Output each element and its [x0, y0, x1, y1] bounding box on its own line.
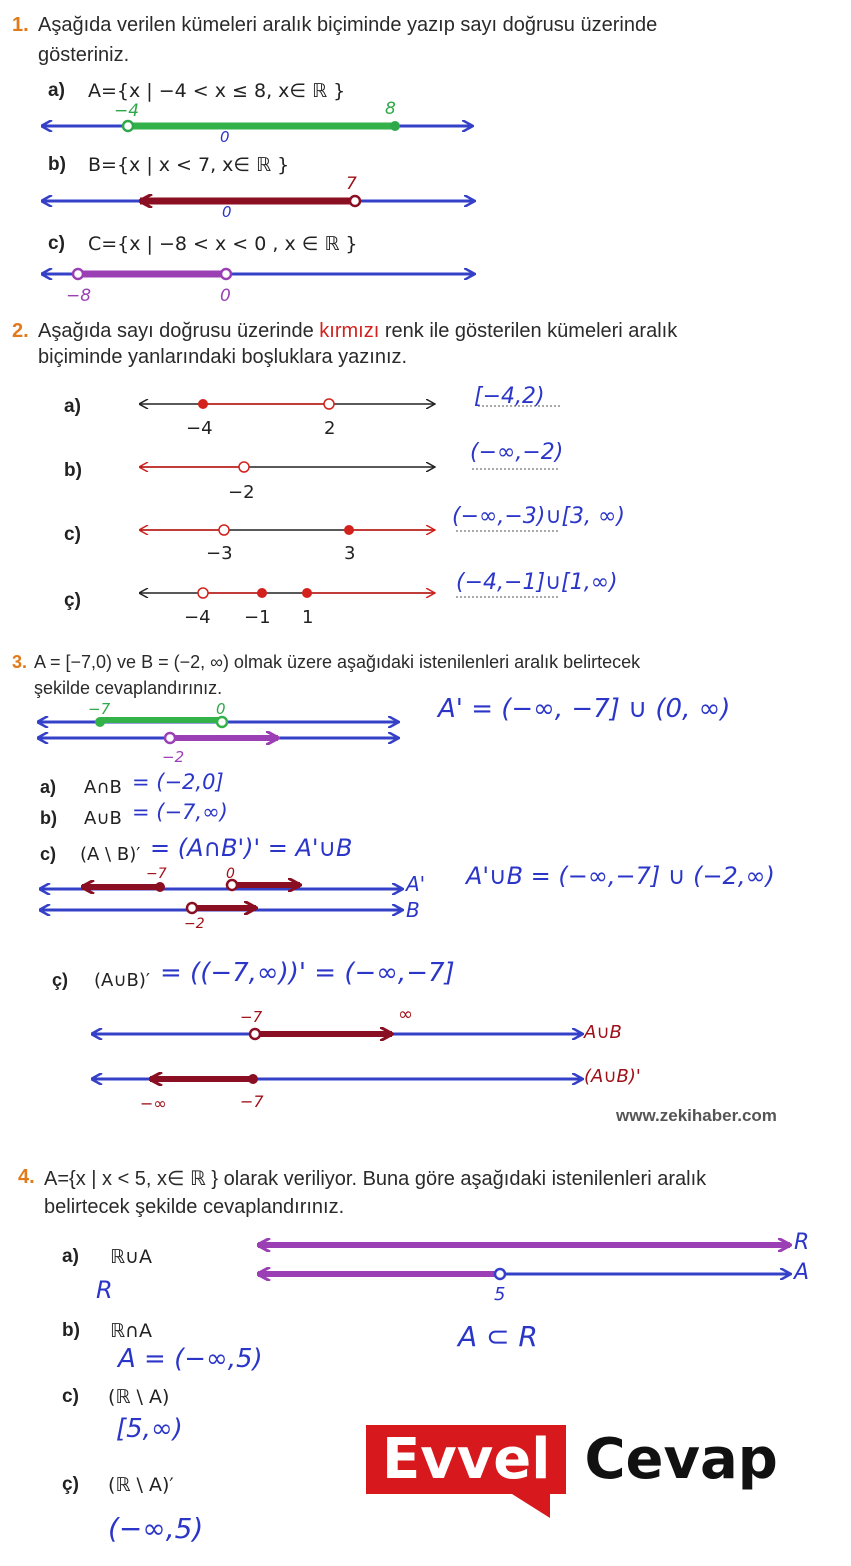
q2b-label: b)	[64, 460, 82, 481]
q1-text-line1: Aşağıda verilen kümeleri aralık biçiminde yazıp sayı doğrusu üzerinde	[38, 14, 658, 36]
q2-text-red-word: kırmızı	[319, 320, 380, 342]
q2cc-tick-3: 1	[302, 607, 314, 628]
q2-text-line1	[38, 320, 677, 343]
q3-text-line2: şekilde cevaplandırınız.	[34, 678, 223, 698]
q3b-label: b)	[40, 808, 57, 828]
q2-text-part1: Aşağıda sayı doğrusu üzerinde	[38, 320, 320, 342]
q3-diagram-mark-minus7: −7	[88, 700, 111, 718]
q4-line-label-r: R	[794, 1230, 810, 1255]
q2a-answer: [−4,2)	[474, 384, 545, 409]
q3cc-line-label-complement: (A∪B)'	[584, 1066, 641, 1087]
q1a-set: A={x | −4 < x ≤ 8, x∈ ℝ }	[88, 80, 346, 102]
q4cc-label: ç)	[62, 1474, 79, 1495]
q3cc-mark-neginf: −∞	[140, 1094, 167, 1113]
q1b-label: b)	[48, 154, 66, 175]
q4b-answer: A = (−∞,5)	[118, 1344, 263, 1374]
q4b-label: b)	[62, 1320, 80, 1341]
q3-number: 3.	[12, 652, 28, 672]
q3b-expr: A∪B	[84, 808, 122, 829]
q3cc-expr: (A∪B)′	[94, 970, 150, 991]
q3cc-line-label-union: A∪B	[584, 1022, 622, 1043]
q4-text-line1: A={x | x < 5, x∈ ℝ } olarak veriliyor. Buna göre aşağıdaki istenilenleri aralık	[44, 1168, 707, 1190]
q1-text-line2: gösteriniz.	[38, 44, 130, 66]
q2cc-tick-2: −1	[244, 607, 271, 628]
website-watermark: www.zekihaber.com	[616, 1106, 777, 1125]
q1b-mark-zero: 0	[222, 203, 232, 221]
q2a-tick-1: −4	[186, 418, 213, 439]
q4-text-line2: belirtecek şekilde cevaplandırınız.	[44, 1196, 345, 1218]
q4-number: 4.	[18, 1166, 35, 1188]
q3-text-line1: A = [−7,0) ve B = (−2, ∞) olmak üzere aşağıdaki istenilenleri aralık belirtecek	[34, 652, 641, 672]
q3cc-label: ç)	[52, 970, 69, 990]
logo-speech-tail	[512, 1494, 552, 1520]
q1b-mark-seven: 7	[346, 174, 357, 194]
q3-diagram-mark-minus2: −2	[162, 748, 185, 766]
q4-line-label-a: A	[794, 1260, 810, 1285]
q1c-set: C={x | −8 < x < 0 , x ∈ ℝ }	[88, 233, 358, 255]
q3c-line-label-acomp: A'	[406, 872, 426, 896]
q1c-mark-zero: 0	[220, 286, 231, 306]
q2-text-line2: biçiminde yanlarındaki boşluklara yazınız.	[38, 346, 408, 368]
q3c-mark-minus2: −2	[184, 916, 205, 932]
q3c-mark-zero: 0	[226, 866, 235, 882]
q3c-answer: = (A∩B')' = A'∪B	[150, 834, 353, 862]
q2c-tick-1: −3	[206, 543, 233, 564]
q4-subset-note: A ⊂ R	[458, 1320, 538, 1353]
q3-diagram-mark-zero: 0	[216, 700, 226, 718]
logo-box-text: Evvel	[366, 1425, 566, 1494]
q4cc-answer: (−∞,5)	[108, 1512, 204, 1545]
q3c-expr: (A \ B)′	[80, 844, 141, 865]
q3a-answer: = (−2,0]	[132, 770, 224, 794]
q4c-answer: [5,∞)	[116, 1414, 183, 1444]
q2c-label: c)	[64, 524, 81, 545]
q1a-label: a)	[48, 80, 65, 101]
q2cc-answer: (−4,−1]∪[1,∞)	[456, 570, 618, 595]
q3c-mark-minus7: −7	[146, 866, 167, 882]
q4a-label: a)	[62, 1246, 79, 1267]
q2b-answer: (−∞,−2)	[470, 440, 564, 465]
logo-text: Cevap	[584, 1426, 778, 1492]
q2a-tick-2: 2	[324, 418, 336, 439]
q1-number: 1.	[12, 14, 29, 36]
q4a-answer: R	[96, 1276, 113, 1304]
q4a-expr: ℝ∪A	[110, 1246, 152, 1268]
q2cc-tick-1: −4	[184, 607, 211, 628]
evvel-cevap-logo	[366, 1414, 778, 1504]
q3a-label: a)	[40, 777, 57, 797]
q4c-expr: (ℝ \ A)	[108, 1386, 170, 1408]
q3cc-mark-inf: ∞	[398, 1004, 413, 1025]
q3c-result: A'∪B = (−∞,−7] ∪ (−2,∞)	[466, 862, 775, 890]
q3cc-mark-minus7-top: −7	[240, 1008, 263, 1026]
q1b-set: B={x | x < 7, x∈ ℝ }	[88, 154, 290, 176]
q2-text-part2: renk ile gösterilen kümeleri aralık	[379, 320, 678, 342]
q2c-answer: (−∞,−3)∪[3, ∞)	[452, 504, 625, 529]
q3c-label: c)	[40, 844, 57, 864]
q3b-answer: = (−7,∞)	[132, 800, 228, 824]
q2cc-label: ç)	[64, 590, 81, 611]
q4-mark-five: 5	[494, 1284, 506, 1305]
q4c-label: c)	[62, 1386, 79, 1407]
q2b-tick-1: −2	[228, 482, 255, 503]
q1a-mark-right: 8	[385, 99, 396, 119]
q4b-expr: ℝ∩A	[110, 1320, 152, 1342]
q3a-expr: A∩B	[84, 777, 122, 798]
q2c-tick-2: 3	[344, 543, 356, 564]
q1a-mark-zero: 0	[220, 128, 230, 146]
q3-complement-answer: A' = (−∞, −7] ∪ (0, ∞)	[438, 694, 731, 724]
q3cc-answer: = ((−7,∞))' = (−∞,−7]	[160, 958, 455, 988]
q3c-line-label-b: B	[406, 898, 420, 922]
q2-number: 2.	[12, 320, 29, 342]
q4cc-expr: (ℝ \ A)′	[108, 1474, 174, 1496]
q3cc-mark-minus7-bottom: −7	[240, 1092, 264, 1111]
q1c-mark-left: −8	[66, 286, 92, 306]
q2a-label: a)	[64, 396, 81, 417]
q1a-mark-left: −4	[114, 101, 140, 121]
q1c-label: c)	[48, 233, 65, 254]
